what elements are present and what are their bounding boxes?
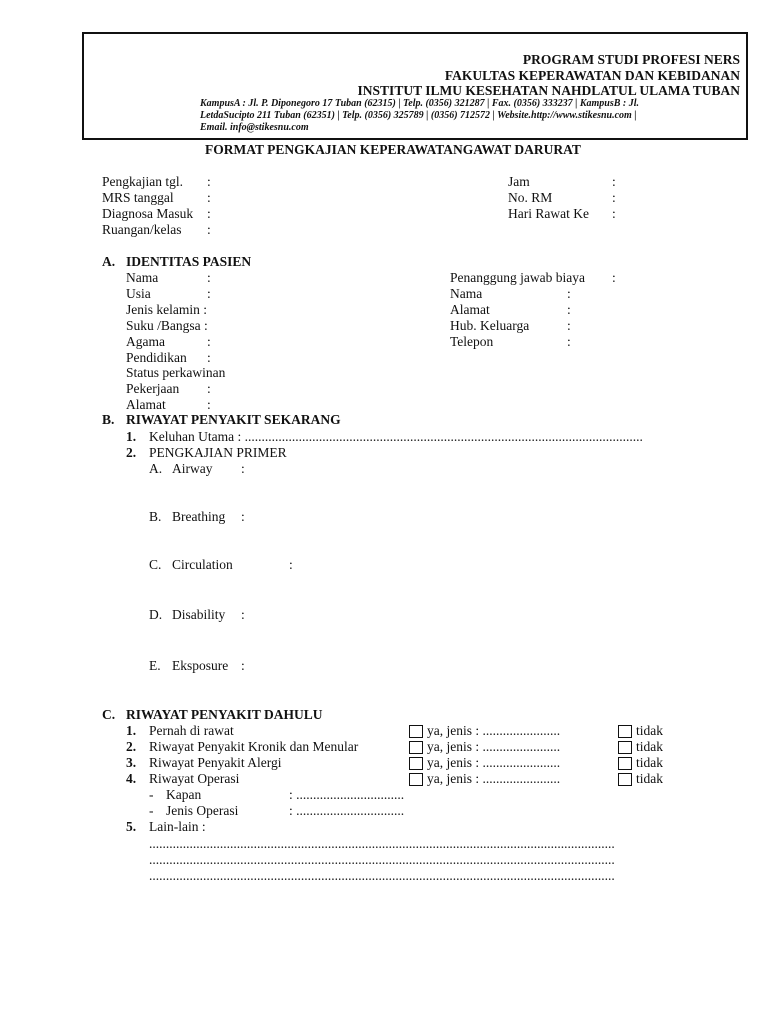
riwayat-operasi-label: Riwayat Operasi <box>149 771 240 786</box>
identitas-jenis-kelamin-label: Jenis kelamin : <box>126 302 207 317</box>
tidak-label: tidak <box>636 771 663 786</box>
riwayat-kronik-label: Riwayat Penyakit Kronik dan Menular <box>149 739 359 754</box>
riwayat-pernah-dirawat-label: Pernah di rawat <box>149 723 234 738</box>
header-contact-line-2: LetdaSucipto 211 Tuban (62351) | Telp. (0356) 325789 | (0356) 712572 | Website.http://www.stikesnu.com | <box>200 110 637 121</box>
primer-eksposure-label: Eksposure <box>172 658 229 673</box>
primer-letter: E. <box>149 658 161 673</box>
item-number: 5. <box>126 819 137 834</box>
operasi-kapan-label: Kapan <box>166 787 202 802</box>
field-diagnosa-label: Diagnosa Masuk <box>102 206 194 221</box>
field-colon: : <box>207 270 211 285</box>
section-b-letter: B. <box>102 412 115 427</box>
operasi-kapan-value: : ................................ <box>289 787 405 802</box>
item-number: 1. <box>126 723 137 738</box>
operasi-jenis-value: : ................................ <box>289 803 405 818</box>
field-colon: : <box>207 397 211 412</box>
primer-letter: D. <box>149 607 163 622</box>
field-norm-label: No. RM <box>508 190 553 205</box>
tidak-label: tidak <box>636 755 663 770</box>
field-colon: : <box>207 286 211 301</box>
primer-circulation-label: Circulation <box>172 557 233 572</box>
field-colon: : <box>612 270 616 285</box>
field-colon: : <box>207 206 211 221</box>
field-colon: : <box>207 350 211 365</box>
item-number: 2. <box>126 445 137 460</box>
pengkajian-primer-heading: PENGKAJIAN PRIMER <box>149 445 287 460</box>
item-number: 1. <box>126 429 137 444</box>
section-c-letter: C. <box>102 707 116 722</box>
riwayat-alergi-label: Riwayat Penyakit Alergi <box>149 755 282 770</box>
primer-letter: B. <box>149 509 162 524</box>
field-ruangan-label: Ruangan/kelas <box>102 222 182 237</box>
field-colon: : <box>567 318 571 333</box>
ya-checkbox[interactable] <box>409 725 423 738</box>
identitas-usia-label: Usia <box>126 286 151 301</box>
header-contact-line-3: Email. info@stikesnu.com <box>200 122 309 133</box>
primer-letter: A. <box>149 461 163 476</box>
field-colon: : <box>612 190 616 205</box>
field-colon: : <box>207 174 211 189</box>
field-jam-label: Jam <box>508 174 530 189</box>
identitas-suku-label: Suku /Bangsa : <box>126 318 208 333</box>
header-faculty: FAKULTAS KEPERAWATAN DAN KEBIDANAN <box>444 68 740 83</box>
ya-jenis-text: ya, jenis : ....................... <box>427 723 561 738</box>
field-colon: : <box>241 658 245 673</box>
tidak-checkbox[interactable] <box>618 773 632 786</box>
field-pengkajian-label: Pengkajian tgl. <box>102 174 183 189</box>
field-colon: : <box>241 607 245 622</box>
ya-jenis-text: ya, jenis : ....................... <box>427 771 561 786</box>
lain-lain-dotted-line: .......................................................................................................................................... <box>149 868 615 883</box>
field-colon: : <box>207 222 211 237</box>
item-number: 2. <box>126 739 137 754</box>
document-title: FORMAT PENGKAJIAN KEPERAWATANGAWAT DARURAT <box>205 142 581 157</box>
header-program: PROGRAM STUDI PROFESI NERS <box>522 52 740 67</box>
tidak-label: tidak <box>636 723 663 738</box>
header-contact-line-1: KampusA : Jl. P. Diponegoro 17 Tuban (62315) | Telp. (0356) 321287 | Fax. (0356) 333237 | KampusB : Jl. <box>200 98 640 109</box>
field-colon: : <box>567 302 571 317</box>
header-institute: INSTITUT ILMU KESEHATAN NAHDLATUL ULAMA TUBAN <box>357 83 740 98</box>
primer-letter: C. <box>149 557 162 572</box>
field-colon: : <box>207 334 211 349</box>
field-colon: : <box>567 334 571 349</box>
field-colon: : <box>241 509 245 524</box>
penanggung-hub-keluarga-label: Hub. Keluarga <box>450 318 530 333</box>
field-colon: : <box>567 286 571 301</box>
primer-airway-label: Airway <box>172 461 213 476</box>
penanggung-jawab-title: Penanggung jawab biaya <box>450 270 585 285</box>
sub-dash: - <box>149 803 154 818</box>
penanggung-alamat-label: Alamat <box>450 302 490 317</box>
section-a-title: IDENTITAS PASIEN <box>126 254 252 269</box>
primer-breathing-label: Breathing <box>172 509 226 524</box>
tidak-checkbox[interactable] <box>618 725 632 738</box>
tidak-checkbox[interactable] <box>618 741 632 754</box>
penanggung-nama-label: Nama <box>450 286 483 301</box>
identitas-status-perkawinan-label: Status perkawinan <box>126 365 226 380</box>
tidak-checkbox[interactable] <box>618 757 632 770</box>
identitas-alamat-label: Alamat <box>126 397 166 412</box>
ya-jenis-text: ya, jenis : ....................... <box>427 739 561 754</box>
identitas-pekerjaan-label: Pekerjaan <box>126 381 180 396</box>
identitas-nama-label: Nama <box>126 270 159 285</box>
sub-dash: - <box>149 787 154 802</box>
ya-checkbox[interactable] <box>409 757 423 770</box>
operasi-jenis-label: Jenis Operasi <box>166 803 239 818</box>
ya-checkbox[interactable] <box>409 741 423 754</box>
field-colon: : <box>241 461 245 476</box>
tidak-label: tidak <box>636 739 663 754</box>
section-b-title: RIWAYAT PENYAKIT SEKARANG <box>126 412 341 427</box>
ya-checkbox[interactable] <box>409 773 423 786</box>
identitas-agama-label: Agama <box>126 334 165 349</box>
field-colon: : <box>612 174 616 189</box>
penanggung-telepon-label: Telepon <box>450 334 494 349</box>
field-colon: : <box>612 206 616 221</box>
field-colon: : <box>207 381 211 396</box>
primer-disability-label: Disability <box>172 607 226 622</box>
keluhan-utama-line: Keluhan Utama : ...................................................................................................................... <box>149 429 643 444</box>
section-a-letter: A. <box>102 254 116 269</box>
item-number: 3. <box>126 755 137 770</box>
lain-lain-label: Lain-lain : <box>149 819 206 834</box>
field-colon: : <box>207 190 211 205</box>
identitas-pendidikan-label: Pendidikan <box>126 350 187 365</box>
ya-jenis-text: ya, jenis : ....................... <box>427 755 561 770</box>
field-colon: : <box>289 557 293 572</box>
lain-lain-dotted-line: .......................................................................................................................................... <box>149 852 615 867</box>
field-mrs-label: MRS tanggal <box>102 190 174 205</box>
item-number: 4. <box>126 771 137 786</box>
field-hari-rawat-label: Hari Rawat Ke <box>508 206 589 221</box>
section-c-title: RIWAYAT PENYAKIT DAHULU <box>126 707 323 722</box>
lain-lain-dotted-line: .......................................................................................................................................... <box>149 836 615 851</box>
